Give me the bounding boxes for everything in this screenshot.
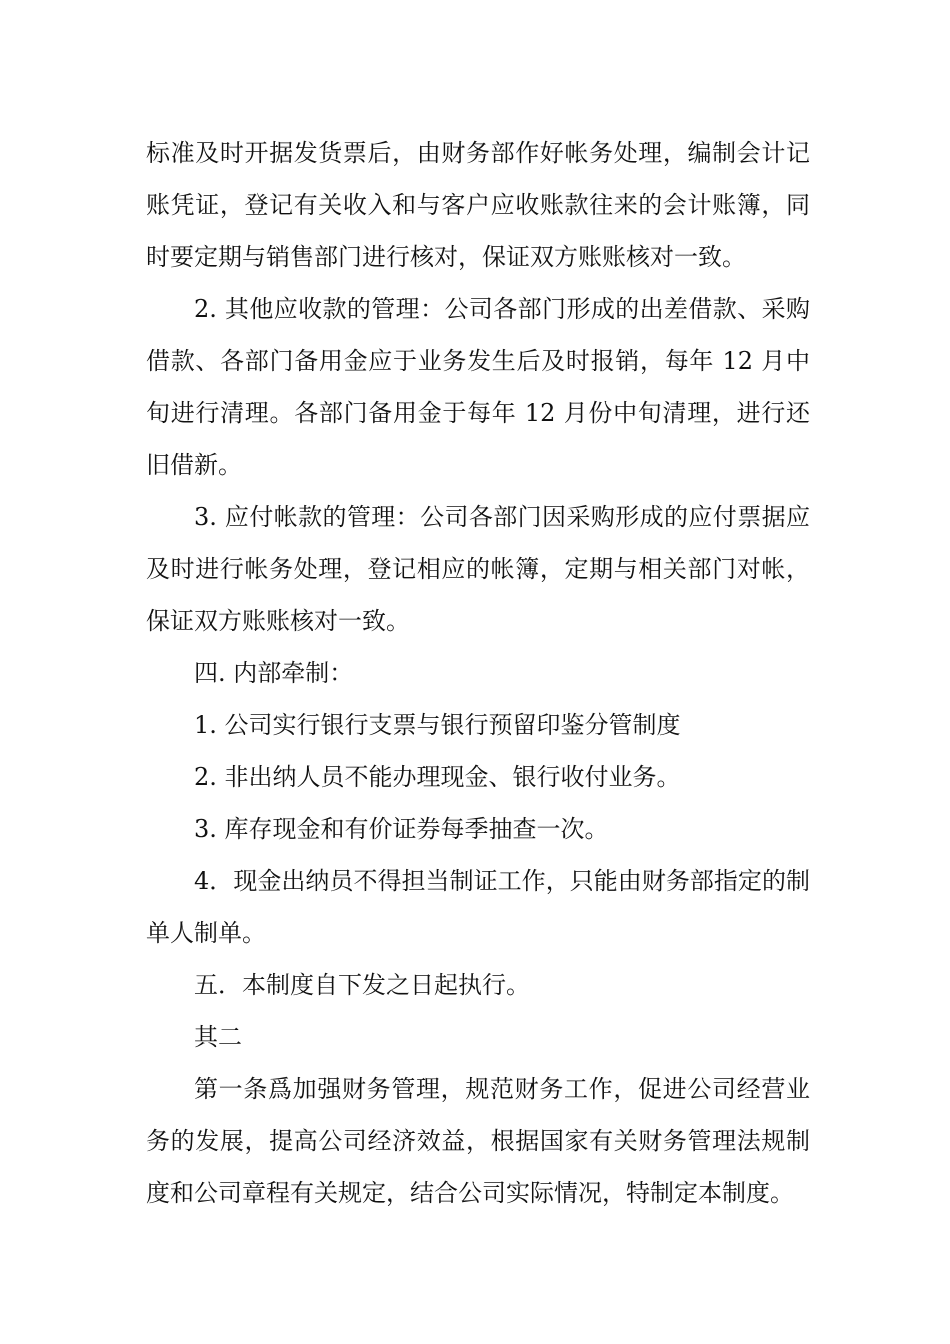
document-body xyxy=(146,127,810,1219)
list-item-non-cashier-restriction: 2. 非出纳人员不能办理现金、银行收付业务。 xyxy=(194,763,681,791)
section-heading-part-two: 其二 xyxy=(194,1023,242,1051)
section-heading-effective-date: 五．本制度自下发之日起执行。 xyxy=(194,971,530,999)
paragraph-accounts-payable: 3. 应付帐款的管理：公司各部门因采购形成的应付票据应及时进行帐务处理，登记相应的帐簿，定期与相关部门对帐，保证双方账账核对一致。 xyxy=(146,503,810,635)
list-item-quarterly-spot-check: 3. 库存现金和有价证券每季抽查一次。 xyxy=(194,815,609,843)
paragraph-article-one: 第一条爲加强财务管理，规范财务工作，促进公司经营业务的发展，提高公司经济效益，根据国家有关财务管理法规制度和公司章程有关规定，结合公司实际情况，特制定本制度。 xyxy=(146,1075,810,1207)
section-heading-internal-control: 四. 内部牵制： xyxy=(194,659,354,687)
paragraph-continuation: 标准及时开据发货票后，由财务部作好帐务处理，编制会计记账凭证，登记有关收入和与客户应收账款往来的会计账簿，同时要定期与销售部门进行核对，保证双方账账核对一致。 xyxy=(146,139,810,271)
list-item-check-seal-separation: 1. 公司实行银行支票与银行预留印鉴分管制度 xyxy=(194,711,681,739)
list-item-cashier-voucher-rule: 4．现金出纳员不得担当制证工作，只能由财务部指定的制单人制单。 xyxy=(146,867,810,947)
paragraph-other-receivables: 2. 其他应收款的管理：公司各部门形成的出差借款、采购借款、各部门备用金应于业务发生后及时报销，每年 12 月中旬进行清理。各部门备用金于每年 12 月份中旬清理，进行还旧借新。 xyxy=(146,295,810,479)
